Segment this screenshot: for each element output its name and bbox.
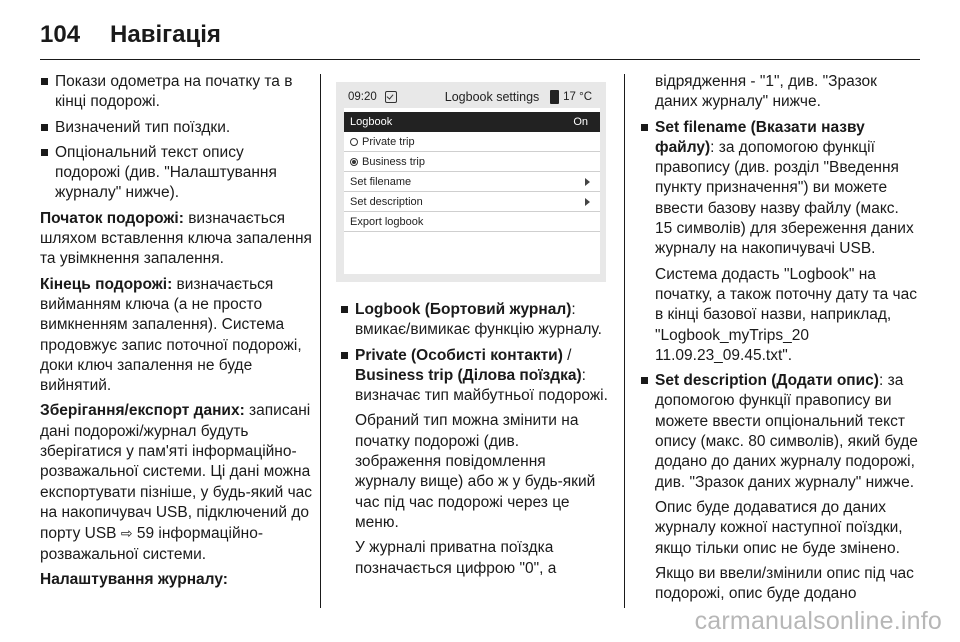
page-header [40,14,920,56]
menu-item-label: Export logbook [350,215,424,228]
column-left [40,72,312,595]
term-separator: / [562,346,572,364]
paragraph: Опис буде додаватися до даних журналу кожної наступної поїздки, якщо тільки опис не буде змінено. [655,498,903,557]
paragraph: У журналі приватна поїздка позначається цифрою "0", а [355,539,557,577]
paragraph-data-export [40,401,312,564]
menu-item-private-trip[interactable] [344,132,600,152]
page-title: Навігація [110,21,221,48]
bullet-item: Опціональний текст опису подорожі (див. "Налаштування журналу" нижче). [40,143,312,204]
bullet-trip-type [340,346,608,407]
column-right [640,72,920,609]
term-label: Logbook (Бортовий журнал) [355,301,572,318]
column-divider [624,74,625,608]
screen-menu [344,108,600,274]
menu-item-set-filename[interactable] [344,172,600,192]
term-label: Початок подорожі: [40,209,184,227]
radio-on-icon [350,158,358,166]
logbook-check-icon [385,91,397,103]
page-number: 104 [40,21,81,48]
term-text: : вмикає/вимикає функцію журналу. [355,301,602,339]
watermark: carmanualsonline.info [694,607,942,635]
page-reference-arrow-icon: ⇨ [120,525,133,542]
menu-item-logbook[interactable] [344,112,600,132]
clock: 09:20 [348,91,377,103]
bullet-set-description [640,371,920,493]
chevron-right-icon [585,178,590,186]
menu-item-label: Logbook [350,116,393,128]
term-text: визначається вийманням ключа (а не просто вимкненням запалення). Система продовжує запис поточної подорожі, доки ключ запалення не буде вийнятий. [40,275,302,395]
screen-title: Logbook settings [444,90,540,104]
bullet-set-filename [640,118,920,260]
header-rule [40,59,920,60]
paragraph-trip-end [40,275,312,397]
menu-item-label: Set filename [350,175,412,188]
column-divider [320,74,321,608]
menu-item-set-description[interactable] [344,192,600,212]
term-text: : визначає тип майбутньої подорожі. [355,366,608,405]
term-label: Кінець подорожі: [40,275,173,293]
menu-item-export-logbook[interactable] [344,212,600,232]
settings-heading-text: Налаштування журналу: [40,570,228,588]
menu-item-business-trip[interactable] [344,152,600,172]
term-label: Business trip (Ділова поїздка) [355,366,582,384]
chevron-right-icon [585,198,590,206]
bullet-item: Покази одометра на початку та в кінці подорожі. [40,72,312,113]
screen-status-bar [344,88,600,106]
bullet-logbook [340,300,608,341]
term-label: Set description (Додати опис) [655,372,879,390]
temperature-icon [550,90,559,104]
settings-heading [40,570,312,590]
radio-off-icon [350,138,358,146]
menu-item-label: Business trip [362,155,425,168]
paragraph-continued: відрядження - "1", див. "Зразок даних журналу" нижче. [655,73,877,111]
term-label: Set filename (Вказати назву файлу) [655,118,865,156]
term-text: : за допомогою функції правопису ви можете ввести опціональний текст опису (макс. 80 символів), який буде додано до даних журналу подорожі, див. "Зразок даних журналу" нижче. [655,372,918,491]
temperature: 17 °C [563,91,592,103]
term-text: : за допомогою функції правопису (див. розділ "Введення пункту призначення") ви можете ввести базову назву файлу (макс. 15 символів) для збереження даних журналу на накопичувачі USB. [655,138,914,258]
term-label: Private (Особисті контакти) [355,346,563,364]
paragraph: Якщо ви ввели/змінили опис під час подорожі, опис буде додано [655,564,914,603]
paragraph-trip-start [40,209,312,270]
bullet-item: Визначений тип поїздки. [40,118,312,138]
logbook-settings-figure [336,82,606,282]
term-label: Зберігання/експорт даних: [40,402,245,420]
menu-item-label: Set description [350,195,423,208]
menu-item-label: Private trip [362,135,415,148]
column-middle [340,300,608,584]
term-text: записані дані подорожі/журнал будуть зберігатися у пам'яті інформаційно-розважальної системи. Ці дані можна експортувати пізніше, у будь-який час на накопичувач USB, підключений до порту USB [40,402,313,543]
term-text: 59 інформаційно-розважальної системи. [40,525,263,563]
paragraph: Обраний тип можна змінити на початку подорожі (див. зображення повідомлення журналу вище) або ж у будь-який час під час подорожі через це меню. [355,412,596,531]
term-text: визначається шляхом вставлення ключа запалення та увімкнення запалення. [40,209,312,268]
menu-item-value: On [573,116,588,128]
paragraph: Система додасть "Logbook" на початку, а також поточну дату та час в кінці базової назви, наприклад, "Logbook_myTrips_20 11.09.23_09.45.txt". [655,265,917,364]
